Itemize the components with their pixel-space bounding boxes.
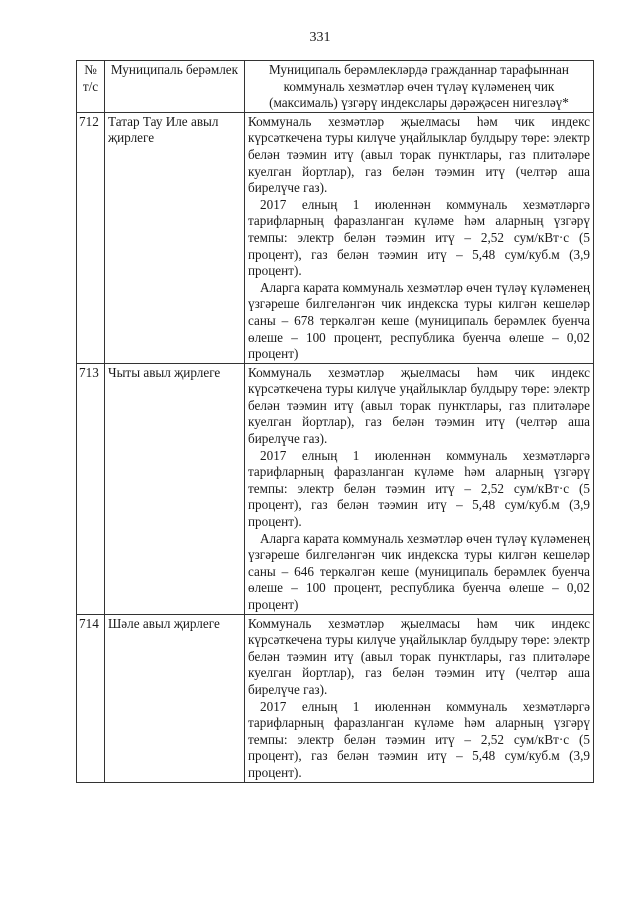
row-paragraph: 2017 елның 1 июленнән коммуналь хезмәтләргә тарифларның фаразланган күләме һәм аларның үзгәрү темпы: электр белән тәэмин итү – 2,52 сум/кВт·с (5 процент), газ белән тәэмин итү – 5,48 сум/куб.м (3,9 процент). xyxy=(248,196,590,279)
row-paragraph: Коммуналь хезмәтләр җыелмасы һәм чик индекс күрсәткечена туры килүче уңайлыклар булдыру төре: электр белән тәэмин итү (авыл торак пунктлары, газ плитәләре куелган йортлар), газ белән тәэмин итү (челтәр аша бирелүче газ). xyxy=(248,364,590,447)
row-paragraph: 2017 елның 1 июленнән коммуналь хезмәтләргә тарифларның фаразланган күләме һәм аларның үзгәрү темпы: электр белән тәэмин итү – 2,52 сум/кВт·с (5 процент), газ белән тәэмин итү – 5,48 сум/куб.м (3,9 процент). xyxy=(248,698,590,780)
row-num: 714 xyxy=(77,614,105,782)
row-paragraph: Коммуналь хезмәтләр җыелмасы һәм чик индекс күрсәткечена туры килүче уңайлыклар булдыру төре: электр белән тәэмин итү (авыл торак пунктлары, газ плитәләре куелган йортлар), газ белән тәэмин итү (челтәр аша бирелүче газ). xyxy=(248,615,590,697)
row-paragraph: Коммуналь хезмәтләр җыелмасы һәм чик индекс күрсәткечена туры килүче уңайлыклар булдыру төре: электр белән тәэмин итү (авыл торак пунктлары, газ плитәләре куелган йортлар), газ белән тәэмин итү (челтәр аша бирелүче газ). xyxy=(248,113,590,196)
table-row xyxy=(77,614,594,782)
header-num: № т/с xyxy=(77,61,105,113)
row-num: 712 xyxy=(77,112,105,363)
indices-table xyxy=(76,60,594,783)
row-description xyxy=(245,112,594,363)
row-paragraph: 2017 елның 1 июленнән коммуналь хезмәтләргә тарифларның фаразланган күләме һәм аларның үзгәрү темпы: электр белән тәэмин итү – 2,52 сум/кВт·с (5 процент), газ белән тәэмин итү – 5,48 сум/куб.м (3,9 процент). xyxy=(248,447,590,530)
row-municipality: Чыты авыл җирлеге xyxy=(105,363,245,614)
row-description xyxy=(245,614,594,782)
page-number: 331 xyxy=(309,30,331,45)
table-header-row xyxy=(77,61,594,113)
row-municipality: Татар Тау Иле авыл җирлеге xyxy=(105,112,245,363)
row-municipality: Шәле авыл җирлеге xyxy=(105,614,245,782)
row-num: 713 xyxy=(77,363,105,614)
row-paragraph: Аларга карата коммуналь хезмәтләр өчен түләү күләменең үзгәреше билгеләнгән чик индекска туры килгән кешеләр саны – 678 теркәлгән кеше (муниципаль берәмлек буенча өлеше – 100 процент, республика буенча өлеше – 0,02 процент) xyxy=(248,279,590,362)
row-description xyxy=(245,363,594,614)
header-municipality: Муниципаль берәмлек xyxy=(105,61,245,113)
row-paragraph: Аларга карата коммуналь хезмәтләр өчен түләү күләменең үзгәреше билгеләнгән чик индекска туры килгән кешеләр саны – 646 теркәлгән кеше (муниципаль берәмлек буенча өлеше – 100 процент, республика буенча өлеше – 0,02 процент) xyxy=(248,530,590,612)
table-row xyxy=(77,112,594,363)
header-description: Муниципаль берәмлекләрдә гражданнар тарафыннан коммуналь хезмәтләр өчен түләү күләменең чик (максималь) үзгәрү индекслары дәрәҗәсен нигезләү* xyxy=(245,61,594,113)
table-row xyxy=(77,363,594,614)
